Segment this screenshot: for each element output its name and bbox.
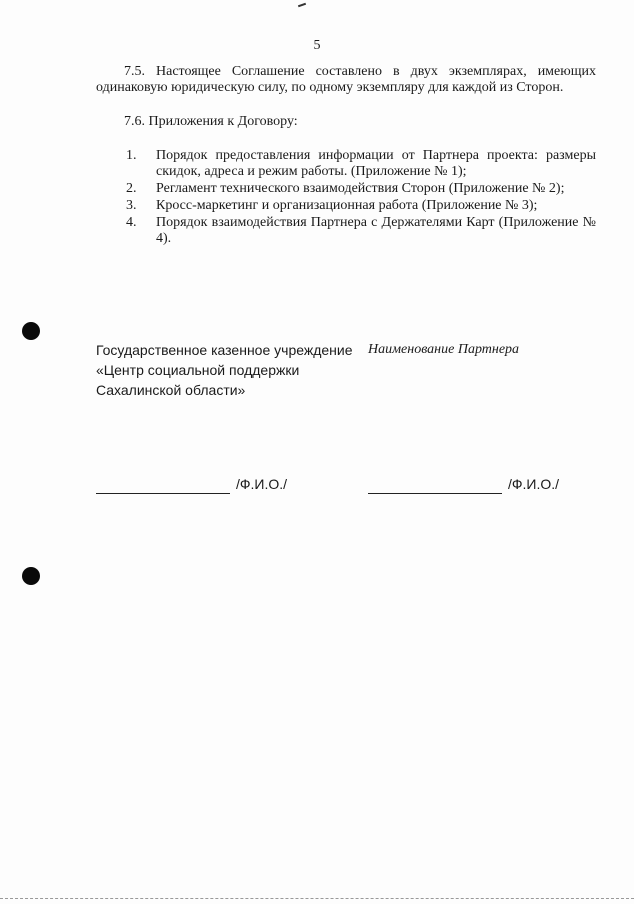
annex-number: 2. bbox=[126, 181, 137, 196]
page-bottom-edge bbox=[0, 898, 634, 899]
signature-label-right: /Ф.И.О./ bbox=[508, 476, 560, 492]
signature-right bbox=[368, 474, 559, 494]
party-left-line-1: Государственное казенное учреждение bbox=[96, 342, 353, 358]
clause-7-6: 7.6. Приложения к Договору: bbox=[124, 114, 298, 129]
party-left-line-3: Сахалинской области» bbox=[96, 382, 246, 398]
party-right-name: Наименование Партнера bbox=[368, 342, 520, 357]
party-left-block bbox=[96, 340, 356, 400]
annex-text: Порядок предоставления информации от Партнера проекта: размеры скидок, адреса и режим работы. (Приложение № 1); bbox=[156, 148, 596, 179]
annex-number: 4. bbox=[126, 215, 137, 230]
list-item bbox=[96, 181, 596, 197]
annex-text: Порядок взаимодействия Партнера с Держателями Карт (Приложение № 4). bbox=[156, 215, 596, 246]
punch-hole-top bbox=[22, 322, 40, 340]
signature-label-left: /Ф.И.О./ bbox=[236, 476, 288, 492]
annex-list bbox=[96, 148, 596, 248]
punch-hole-bottom bbox=[22, 567, 40, 585]
annex-number: 1. bbox=[126, 148, 137, 163]
signature-line-left bbox=[96, 479, 230, 494]
scan-artifact-mark bbox=[298, 3, 306, 8]
list-item bbox=[96, 198, 596, 214]
annex-text: Регламент технического взаимодействия Сторон (Приложение № 2); bbox=[156, 181, 565, 196]
annex-text: Кросс-маркетинг и организационная работа (Приложение № 3); bbox=[156, 198, 538, 213]
party-left-line-2: «Центр социальной поддержки bbox=[96, 362, 300, 378]
signature-line-right bbox=[368, 479, 502, 494]
annex-number: 3. bbox=[126, 198, 137, 213]
page-number: 5 bbox=[313, 38, 321, 53]
clause-7-5: 7.5. Настоящее Соглашение составлено в двух экземплярах, имеющих одинаковую юридическую силу, по одному экземпляру для каждой из Сторон. bbox=[96, 64, 596, 95]
list-item bbox=[96, 215, 596, 247]
list-item bbox=[96, 148, 596, 180]
signature-left bbox=[96, 474, 287, 494]
